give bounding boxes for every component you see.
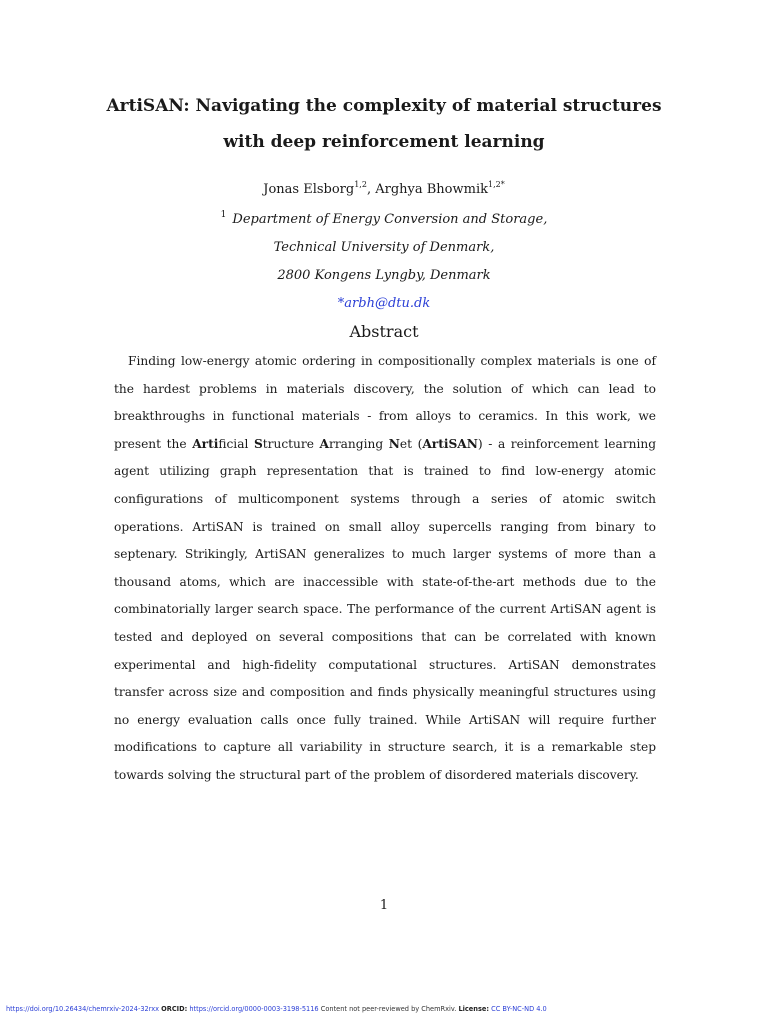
affiliation-block [0,201,768,318]
title-line-1: ArtiSAN: Navigating the complexity of material structures [106,96,662,116]
abstract-text: et ( [399,436,423,451]
abstract-bold: A [319,436,330,451]
corresponding-email-link[interactable]: *arbh@dtu.dk [337,296,431,311]
abstract-heading: Abstract [349,322,419,341]
affiliation-text: Department of Energy Conversion and Storage, [232,212,548,227]
author-separator: , [366,182,376,197]
affiliation-line-3: 2800 Kongens Lyngby, Denmark [277,268,491,283]
doi-link[interactable]: https://doi.org/10.26434/chemrxiv-2024-32rxx [6,1005,160,1013]
abstract-bold: Arti [192,436,219,451]
author-name: Jonas Elsborg [263,182,355,197]
chemrxiv-footer [6,1005,547,1013]
author-affiliation-marker: 1,2* [488,180,505,189]
abstract-text: tructure [262,436,320,451]
author-list [0,174,768,201]
title-line-2: with deep reinforcement learning [223,132,545,152]
abstract-bold: ArtiSAN [422,436,478,451]
affiliation-line-1 [0,201,768,234]
author-name: Arghya Bhowmik [375,182,488,197]
author-affiliation-marker: 1,2 [354,180,367,189]
license-label: License: [458,1005,490,1013]
affiliation-line-2: Technical University of Denmark, [273,240,495,255]
abstract-bold: N [388,436,400,451]
orcid-label: ORCID: [161,1005,188,1013]
license-link[interactable]: CC BY-NC-ND 4.0 [491,1005,547,1013]
page-number: 1 [379,898,389,913]
abstract-text: Finding low-energy atomic ordering in compositionally complex materials is one of the hardest problems in materials discovery, the solution of which can lead to breakthroughs in functional materials - from alloys to ceramics. In this work, we present the [114,354,656,451]
abstract-bold: S [253,436,263,451]
peer-review-note: Content not peer-reviewed by ChemRxiv. [320,1005,457,1013]
paper-title [60,88,708,160]
abstract-text: rranging [329,436,389,451]
abstract-text: ficial [218,436,254,451]
orcid-link[interactable]: https://orcid.org/0000-0003-3198-5116 [189,1005,319,1013]
abstract-text: ) - a reinforcement learning agent utilizing graph representation that is trained to find low-energy atomic configurations of multicomponent systems through a series of atomic switch operations. ArtiSAN is trained on small alloy supercells ranging from binary to septenary. Strikingly, ArtiSAN generalizes to much larger systems of more than a thousand atoms, which are inaccessible with state-of-the-art methods due to the combinatorially larger search space. The performance of the current ArtiSAN agent is tested and deployed on several compositions that can be correlated with known experimental and high-fidelity computational structures. ArtiSAN demonstrates transfer across size and composition and finds physically meaningful structures using no energy evaluation calls once fully trained. While ArtiSAN will require further modifications to capture all variability in structure search, it is a remarkable step towards solving the structural part of the problem of disordered materials discovery. [114,436,657,782]
abstract-paragraph [114,348,656,790]
affiliation-marker: 1 [220,210,227,220]
